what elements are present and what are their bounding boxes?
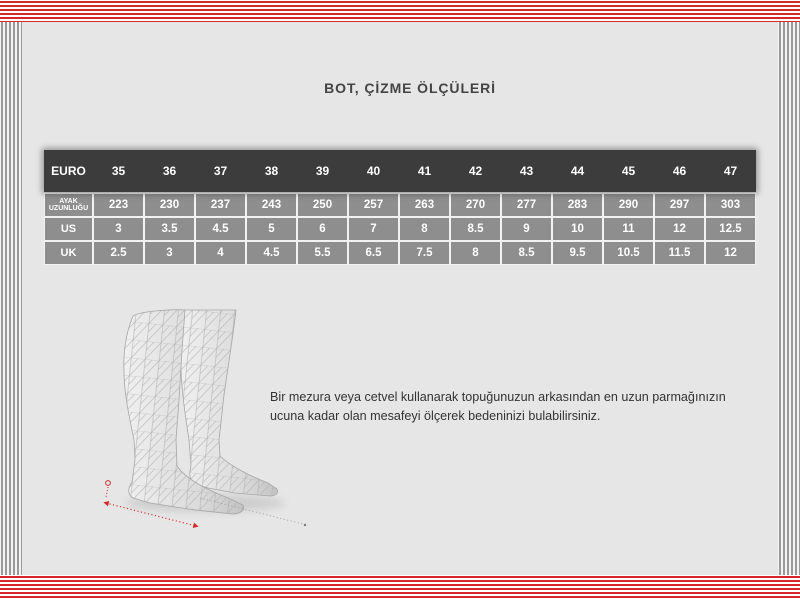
table-cell: 9 <box>502 218 551 240</box>
left-gray-stripes <box>0 22 22 575</box>
header-size-cell: 37 <box>213 164 228 178</box>
table-cell: 3.5 <box>145 218 194 240</box>
toe-point-marker <box>304 524 306 526</box>
table-cell: 8.5 <box>502 242 551 264</box>
header-size-cell: 35 <box>111 164 126 178</box>
table-cell: 7 <box>349 218 398 240</box>
table-cell: 8 <box>400 218 449 240</box>
header-size-cell: 38 <box>264 164 279 178</box>
table-cell: 5.5 <box>298 242 347 264</box>
heel-point-marker <box>106 481 111 486</box>
header-size-cell: 39 <box>315 164 330 178</box>
header-size-cell: 47 <box>723 164 738 178</box>
header-size-cell: 43 <box>519 164 534 178</box>
bottom-red-stripes <box>0 575 800 600</box>
heel-guide-line <box>106 487 108 497</box>
table-cell: 12.5 <box>706 218 755 240</box>
row-label-cell: UK <box>45 242 92 264</box>
right-leg <box>181 310 278 496</box>
table-cell: 10 <box>553 218 602 240</box>
table-cell: 257 <box>349 194 398 216</box>
table-cell: 7.5 <box>400 242 449 264</box>
table-cell: 277 <box>502 194 551 216</box>
table-cell: 3 <box>145 242 194 264</box>
table-cell: 270 <box>451 194 500 216</box>
table-cell: 5 <box>247 218 296 240</box>
table-cell: 263 <box>400 194 449 216</box>
table-cell: 6.5 <box>349 242 398 264</box>
table-cell: 8.5 <box>451 218 500 240</box>
size-table <box>44 150 756 265</box>
table-cell: 250 <box>298 194 347 216</box>
table-cell: 283 <box>553 194 602 216</box>
header-size-cell: 44 <box>570 164 585 178</box>
table-cell: 230 <box>145 194 194 216</box>
table-cell: 223 <box>94 194 143 216</box>
page-title: BOT, ÇİZME ÖLÇÜLERİ <box>324 80 496 96</box>
table-cell: 4.5 <box>247 242 296 264</box>
row-label-cell: AYAK UZUNLUĞU <box>45 194 92 216</box>
table-cell: 8 <box>451 242 500 264</box>
table-cell: 303 <box>706 194 755 216</box>
table-cell: 11 <box>604 218 653 240</box>
table-cell: 290 <box>604 194 653 216</box>
table-cell: 4 <box>196 242 245 264</box>
table-cell: 11.5 <box>655 242 704 264</box>
table-cell: 3 <box>94 218 143 240</box>
header-label-cell: EURO <box>51 164 86 178</box>
size-table-header-row <box>44 150 756 192</box>
table-cell: 9.5 <box>553 242 602 264</box>
header-size-cell: 41 <box>417 164 432 178</box>
table-cell: 12 <box>706 242 755 264</box>
table-cell: 10.5 <box>604 242 653 264</box>
table-cell: 243 <box>247 194 296 216</box>
size-table-body <box>44 193 756 265</box>
header-size-cell: 40 <box>366 164 381 178</box>
header-size-cell: 36 <box>162 164 177 178</box>
table-cell: 297 <box>655 194 704 216</box>
header-size-cell: 42 <box>468 164 483 178</box>
table-cell: 237 <box>196 194 245 216</box>
table-cell: 12 <box>655 218 704 240</box>
right-gray-stripes <box>778 22 800 575</box>
table-cell: 6 <box>298 218 347 240</box>
instruction-text: Bir mezura veya cetvel kullanarak topuğunuzun arkasından en uzun parmağınızın ucuna kadar olan mesafeyi ölçerek bedeninizi bulabilirsiniz. <box>270 390 726 423</box>
table-cell: 4.5 <box>196 218 245 240</box>
table-cell: 2.5 <box>94 242 143 264</box>
header-size-cell: 46 <box>672 164 687 178</box>
row-label-cell: US <box>45 218 92 240</box>
header-size-cell: 45 <box>621 164 636 178</box>
top-red-stripes <box>0 0 800 22</box>
